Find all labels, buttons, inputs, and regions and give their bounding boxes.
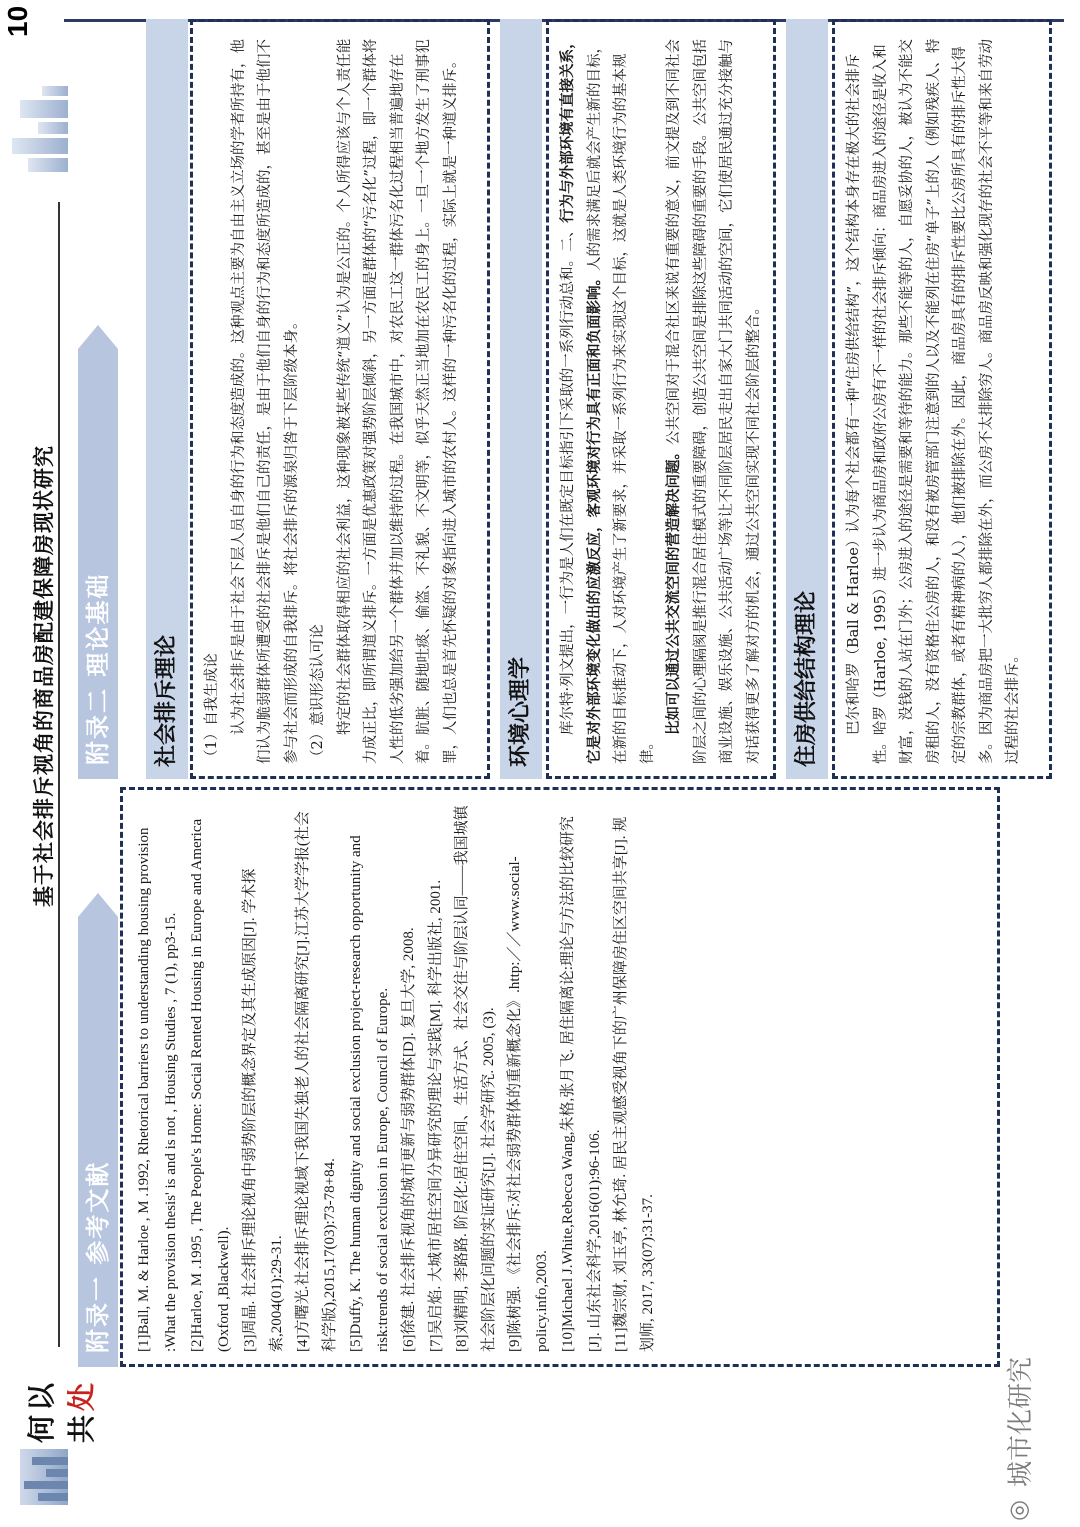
- housing-supply-title: 住房供给结构理论: [786, 19, 828, 779]
- paragraph: （2）意识形态认可论: [310, 624, 326, 764]
- social-exclusion-box: [190, 19, 490, 779]
- paragraph: 认为社会排斥是由于社会下层人员自身的行为和态度造成的。这种观点主要为自由主义立场的学者所持有，他们认为脆弱群体所遭受的社会排斥是他们自己的责任，是由于他们自身的行为和态度所造成的，甚至是由于他们不参与社会而形成的自我排斥。将社会排斥的源泉归咎于下层阶级本身。: [230, 39, 300, 764]
- paragraph: 特定的社会群体取得相应的社会利益，这种现象被某些传统“道义”认为是公正的。个人所得应该与个人责任能力成正比，即所谓道义排斥。一方面是优惠政策对强势阶层倾斜，另一方面是群体的“污名化”过程，即一个群体将人性的低劣强加给另一个群体并加以维持的过程。在我国城市中，对农民工这一群体污名化过程相当普遍地存在着。肮脏、随地吐痰、偷盗、不礼貌、不文明等，似乎天然正当地加在农民工的身上。一旦一个地方发生了刑事犯罪，人们也总是首先怀疑的对象指向进入城市的农村人。这样的一种污名化的过程，实际上就是一种道义排斥。: [336, 38, 459, 764]
- reference-item: [10]Michael J.White,Rebecca Wang,朱格,张月飞. 居住隔离论:理论与方法的比较研究[J]. 山东社会科学,2016(01):96-106.: [560, 816, 603, 1352]
- brand-text: 何以共处: [25, 1378, 98, 1443]
- paragraph: （1）自我生成论: [204, 653, 220, 764]
- social-exclusion-title: 社会排斥理论: [146, 19, 188, 779]
- references-box: [120, 787, 1000, 1367]
- housing-supply-box: [832, 19, 1052, 779]
- reference-item: [3]周晶. 社会排斥理论视角中弱势阶层的概念界定及其生成原因[J]. 学术探索,2004(01):29-31.: [242, 868, 285, 1352]
- reference-item: [7]吴启焰. 大城市居住空间分异研究的理论与实践[M]. 科学出版社, 2001.: [427, 879, 444, 1352]
- reference-item: [1]Ball, M. & Harloe , M .1992, Rhetorical barriers to understanding housing provision :What the provision thesis' is and is not , Housing Studies , 7 (1), pp3-15.: [136, 827, 179, 1352]
- wechat-icon: ◎: [1004, 1500, 1032, 1521]
- appendix2-heading: 附录二 理论基础: [78, 349, 118, 779]
- reference-item: [5]Duffy, K. The human dignity and social exclusion project-research opportunity and risk:trends of social exclusion in Europe, Council of Europe.: [348, 835, 391, 1352]
- page-number: 10: [2, 5, 33, 37]
- brand-accent: 处: [65, 1378, 98, 1411]
- reference-item: [4]方曙光.社会排斥理论视域下我国失独老人的社会隔离研究[J].江苏大学学报(社会科学版),2015,17(03):73-78+84.: [295, 811, 338, 1352]
- watermark-text: 城市化研究: [1006, 1356, 1036, 1487]
- paragraph: 库尔特·列文提出，一行为是人们在既定目标指引下采取的一系列行动总和。二、行为与外部环境有直接关系，它是对外部环境变化做出的应激反应，客观环境对行为具有正面和负面影响。人的需求满足后就会产生新的目标，在新的目标推动下，人对环境产生了新要求，并采取一系列行为来实现这个目标，这就是人类环境行为的基本规律。: [559, 34, 656, 764]
- reference-item: [6]徐建. 社会排斥视角的城市更新与弱势群体[D]. 复旦大学, 2008.: [401, 927, 417, 1352]
- building-decoration-icon: [8, 12, 68, 182]
- skyline-icon: [20, 1449, 68, 1505]
- page-title: 基于社会排斥视角的商品房配建保障房现状研究: [31, 445, 56, 907]
- reference-item: [11]魏宗财, 刘玉亭, 林允琦. 居民主观感受视角下的广州保障房住区空间共享[J]. 规划师, 2017, 33(07):31-37.: [613, 816, 656, 1352]
- appendix1-heading: 附录一 参考文献: [78, 917, 118, 1367]
- reference-item: [2]Harloe, M .1995 , The People's Home: Social Rented Housing in Europe and America (Oxford ,Blackwell).: [189, 818, 232, 1352]
- env-psych-title: 环境心理学: [500, 19, 542, 779]
- header-rule: [58, 202, 60, 1347]
- reference-item: [8]刘精明, 李路路. 阶层化:居住空间、生活方式、社会交往与阶层认同——我国城镇社会阶层化问题的实证研究[J]. 社会学研究. 2005, (3).: [454, 805, 497, 1352]
- env-psych-box: [546, 19, 776, 779]
- reference-item: [9]陈树强. 《社会排斥:对社会弱势群体的重新概念化》.http:／／www.social-policy.info,2003.: [507, 856, 550, 1352]
- paragraph: 巴尔和哈罗（Ball & Harloe）认为每个社会都有一种“住房供给结构”，这个结构本身存在极大的社会排斥性。哈罗（Harloe, 1995）进一步认为商品房和政府公房有不一样的社会排斥倾向：商品房进入的途径是收入和财富，没钱的人站在门外；公房进入的途径是需要和等待的能力。那些不能等的人，自愿妥协的人，被认为不能交房租的人，没有资格住公房的人，和没有被房管部门注意到的人以及不能列在住房“单子”上的人（例如残疾人、特定的宗教群体，或者有精神病的人），他们被排除在外。因此，商品房具有的排斥性要比公房所具有的排斥性大得多。因为商品房把一大批穷人都排除在外，而公房不太排除穷人。商品房反映和强化现存的社会不平等和来自劳动过程的社会排斥。: [846, 38, 1021, 764]
- brand-logo: [14, 1355, 98, 1505]
- paragraph: 比如可以通过公共交流空间的营造解决问题。公共空间对于混合社区来说有重要的意义，前文提及到不同社会阶层之间的心理隔阂是推行混合居住模式的重要障碍，创造公共空间是排除这些障碍的重要的手段。公共空间包括商业设施、娱乐设施、公共活动广场等让不同阶层居民走出自家大门共同活动的空间，它们使居民通过充分接触与对话获得更多了解对方的机会，通过公共空间实现不同社会阶层的整合。: [665, 39, 762, 764]
